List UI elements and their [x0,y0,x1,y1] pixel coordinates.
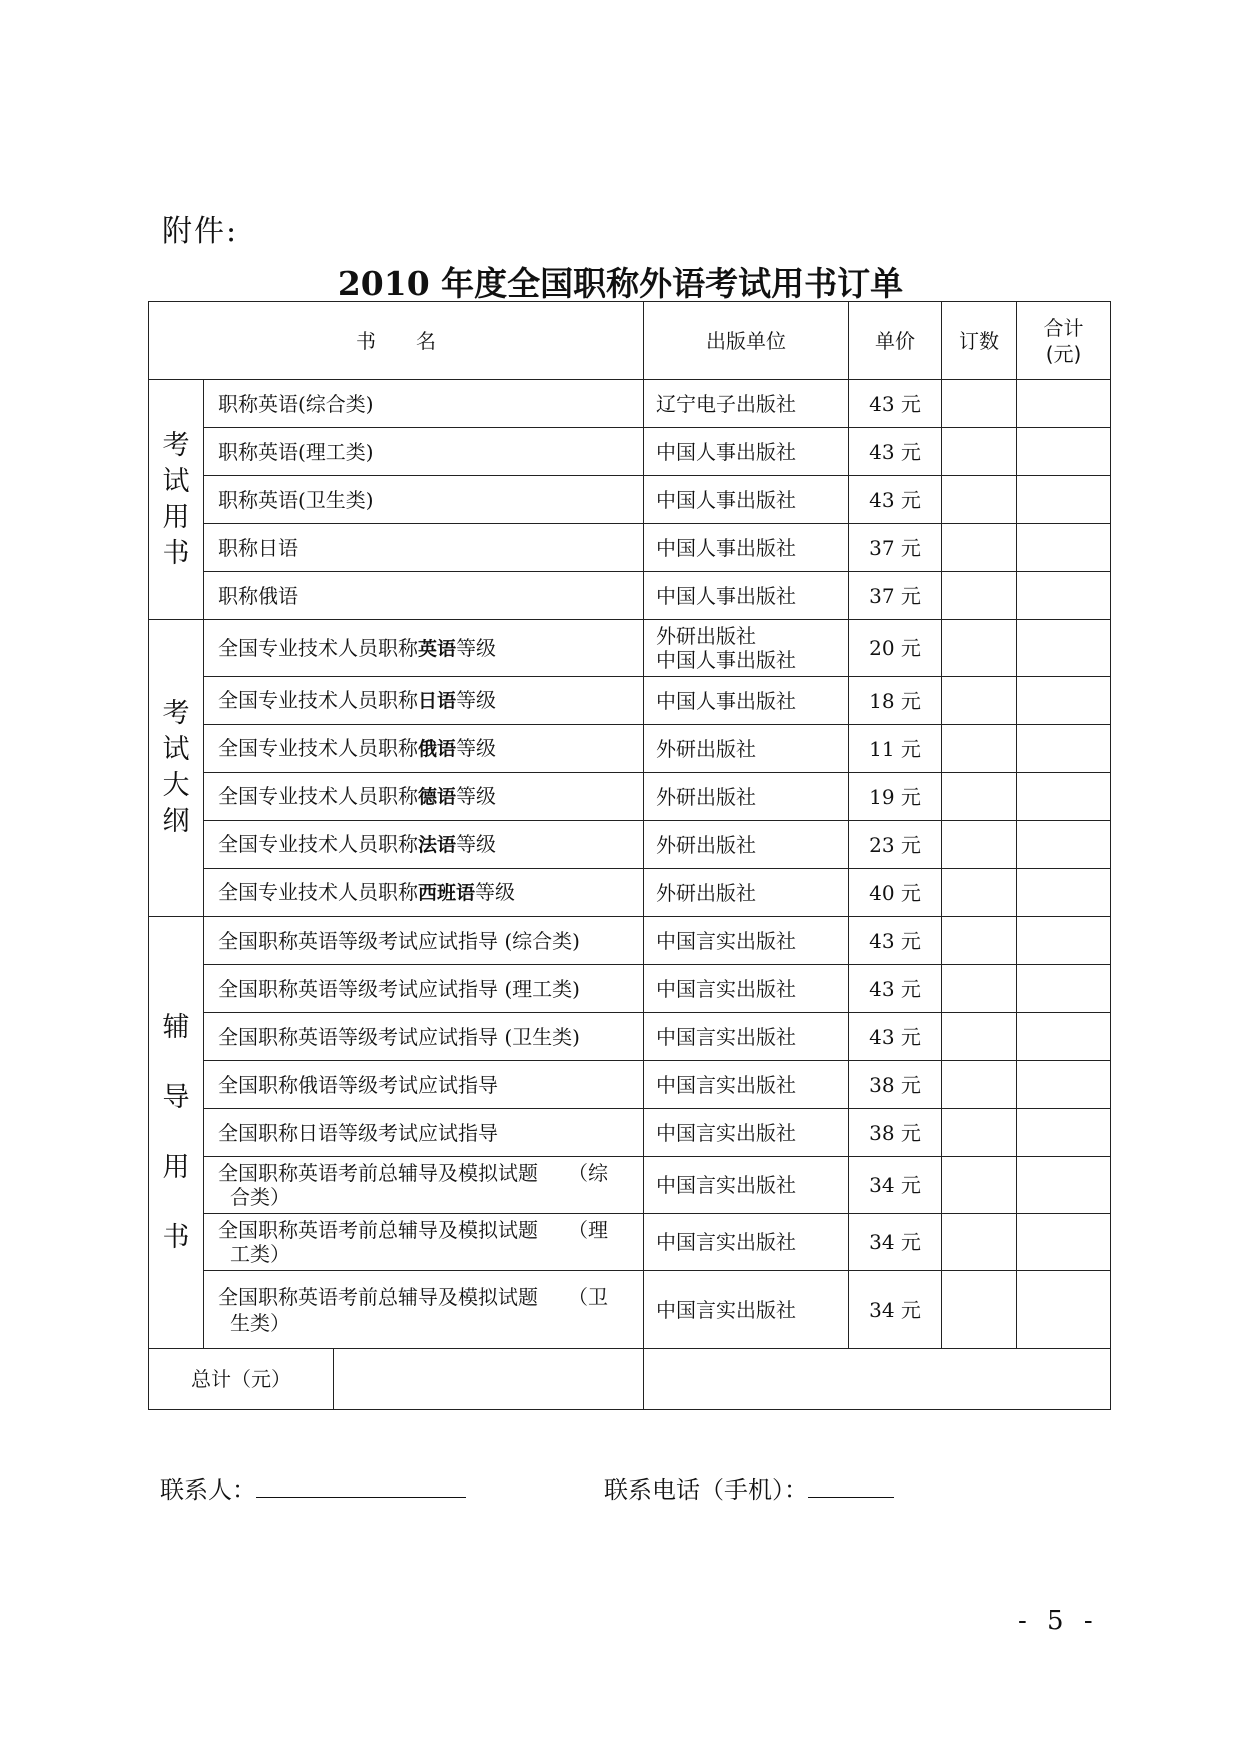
book-name: 全国职称英语等级考试应试指导 (卫生类) [204,1013,644,1061]
qty-cell[interactable] [942,380,1017,428]
publisher: 中国言实出版社 [644,1061,849,1109]
unit-price: 38 元 [849,1109,942,1157]
subtotal-cell[interactable] [1017,1271,1111,1349]
qty-cell[interactable] [942,1214,1017,1271]
group-label-tutoring-books: 辅 导 用 书 [149,917,204,1349]
table-row [149,476,1111,524]
qty-cell[interactable] [942,428,1017,476]
book-name: 职称英语(综合类) [204,380,644,428]
publisher: 中国言实出版社 [644,1109,849,1157]
subtotal-header-line2: (元) [1045,341,1082,366]
contact-phone [604,1470,894,1505]
unit-price: 43 元 [849,917,942,965]
unit-price: 11 元 [849,725,942,773]
subtotal-cell[interactable] [1017,677,1111,725]
unit-price: 37 元 [849,524,942,572]
table-row [149,1061,1111,1109]
subtotal-cell[interactable] [1017,725,1111,773]
book-name: 全国职称英语考前总辅导及模拟试题 （综 合类） [204,1157,644,1214]
publisher: 中国人事出版社 [644,524,849,572]
publisher: 中国言实出版社 [644,917,849,965]
unit-price: 43 元 [849,1013,942,1061]
table-row [149,620,1111,677]
publisher: 外研出版社 [644,869,849,917]
subtotal-cell[interactable] [1017,428,1111,476]
attachment-label: 附件: [162,214,239,249]
qty-cell[interactable] [942,869,1017,917]
table-row [149,1109,1111,1157]
unit-price: 43 元 [849,380,942,428]
page-number: - 5 - [1018,1606,1099,1636]
unit-price: 37 元 [849,572,942,620]
group-label-exam-books: 考 试 用 书 [149,380,204,620]
book-name: 全国职称英语等级考试应试指导 (理工类) [204,965,644,1013]
book-name: 全国职称日语等级考试应试指导 [204,1109,644,1157]
page-title: 2010 年度全国职称外语考试用书订单 [337,264,904,303]
publisher: 中国人事出版社 [644,572,849,620]
publisher: 中国言实出版社 [644,1157,849,1214]
table-row [149,524,1111,572]
subtotal-cell[interactable] [1017,1214,1111,1271]
qty-cell[interactable] [942,476,1017,524]
table-row [149,821,1111,869]
group-label-exam-syllabus: 考 试 大 纲 [149,620,204,917]
book-name: 全国专业技术人员职称法语等级 [204,821,644,869]
qty-cell[interactable] [942,677,1017,725]
subtotal-cell[interactable] [1017,524,1111,572]
publisher: 中国人事出版社 [644,476,849,524]
qty-cell[interactable] [942,1109,1017,1157]
subtotal-cell[interactable] [1017,476,1111,524]
qty-cell[interactable] [942,524,1017,572]
contact-phone-label: 联系电话（手机）： [604,1476,808,1504]
publisher: 外研出版社 [644,773,849,821]
table-header-row [149,302,1111,380]
unit-price: 19 元 [849,773,942,821]
unit-price: 34 元 [849,1271,942,1349]
qty-cell[interactable] [942,725,1017,773]
table-row [149,428,1111,476]
table-row [149,725,1111,773]
publisher: 中国言实出版社 [644,1271,849,1349]
unit-price: 23 元 [849,821,942,869]
book-name: 全国职称英语考前总辅导及模拟试题 （理 工类） [204,1214,644,1271]
qty-cell[interactable] [942,1271,1017,1349]
unit-price: 38 元 [849,1061,942,1109]
table-row [149,965,1111,1013]
subtotal-cell[interactable] [1017,773,1111,821]
table-row [149,1157,1111,1214]
book-name: 全国专业技术人员职称日语等级 [204,677,644,725]
order-table [148,301,1111,1410]
total-label: 总计（元） [149,1349,334,1409]
publisher: 辽宁电子出版社 [644,380,849,428]
table-row [149,380,1111,428]
qty-cell[interactable] [942,572,1017,620]
subtotal-cell[interactable] [1017,1157,1111,1214]
publisher: 中国言实出版社 [644,965,849,1013]
qty-cell[interactable] [942,620,1017,677]
book-name: 职称英语(理工类) [204,428,644,476]
book-name: 职称英语(卫生类) [204,476,644,524]
book-name: 全国专业技术人员职称俄语等级 [204,725,644,773]
book-name: 职称日语 [204,524,644,572]
column-header-publisher: 出版单位 [644,302,849,380]
publisher: 中国人事出版社 [644,677,849,725]
contact-person-label: 联系人： [160,1476,256,1504]
publisher: 中国言实出版社 [644,1214,849,1271]
qty-cell[interactable] [942,1157,1017,1214]
subtotal-cell[interactable] [1017,620,1111,677]
book-name: 全国专业技术人员职称英语等级 [204,620,644,677]
qty-cell[interactable] [942,917,1017,965]
subtotal-cell[interactable] [1017,965,1111,1013]
qty-cell[interactable] [942,965,1017,1013]
table-row [149,773,1111,821]
subtotal-header-line1: 合计 [1043,315,1084,340]
contact-person [160,1470,466,1505]
column-header-qty: 订数 [942,302,1017,380]
subtotal-cell[interactable] [1017,917,1111,965]
publisher: 中国人事出版社 [644,428,849,476]
book-name: 全国专业技术人员职称德语等级 [204,773,644,821]
qty-cell[interactable] [942,821,1017,869]
unit-price: 43 元 [849,965,942,1013]
table-row [149,1271,1111,1349]
table-row [149,677,1111,725]
book-name: 职称俄语 [204,572,644,620]
qty-cell[interactable] [942,773,1017,821]
contact-person-field[interactable] [256,1473,466,1498]
publisher: 中国言实出版社 [644,1013,849,1061]
table-row [149,1214,1111,1271]
column-header-price: 单价 [849,302,942,380]
subtotal-cell[interactable] [1017,1013,1111,1061]
table-row [149,917,1111,965]
subtotal-cell[interactable] [1017,869,1111,917]
book-name: 全国专业技术人员职称西班语等级 [204,869,644,917]
column-header-subtotal [1017,302,1111,380]
publisher: 外研出版社 中国人事出版社 [644,620,849,677]
column-header-name: 书 名 [149,302,644,380]
table-row [149,1013,1111,1061]
subtotal-cell[interactable] [1017,1061,1111,1109]
table-row [149,869,1111,917]
unit-price: 34 元 [849,1214,942,1271]
total-value-cell-ext[interactable] [644,1349,1111,1410]
book-name: 全国职称俄语等级考试应试指导 [204,1061,644,1109]
subtotal-cell[interactable] [1017,572,1111,620]
unit-price: 40 元 [849,869,942,917]
subtotal-cell[interactable] [1017,380,1111,428]
subtotal-cell[interactable] [1017,1109,1111,1157]
book-name: 全国职称英语考前总辅导及模拟试题 （卫 生类） [204,1271,644,1349]
total-row [149,1349,1111,1410]
unit-price: 43 元 [849,476,942,524]
unit-price: 20 元 [849,620,942,677]
publisher: 外研出版社 [644,821,849,869]
book-name: 全国职称英语等级考试应试指导 (综合类) [204,917,644,965]
unit-price: 18 元 [849,677,942,725]
qty-cell[interactable] [942,1013,1017,1061]
unit-price: 34 元 [849,1157,942,1214]
publisher: 外研出版社 [644,725,849,773]
table-row [149,572,1111,620]
subtotal-cell[interactable] [1017,821,1111,869]
qty-cell[interactable] [942,1061,1017,1109]
total-value-cell[interactable] [334,1349,643,1409]
contact-phone-field[interactable] [808,1473,894,1498]
unit-price: 43 元 [849,428,942,476]
